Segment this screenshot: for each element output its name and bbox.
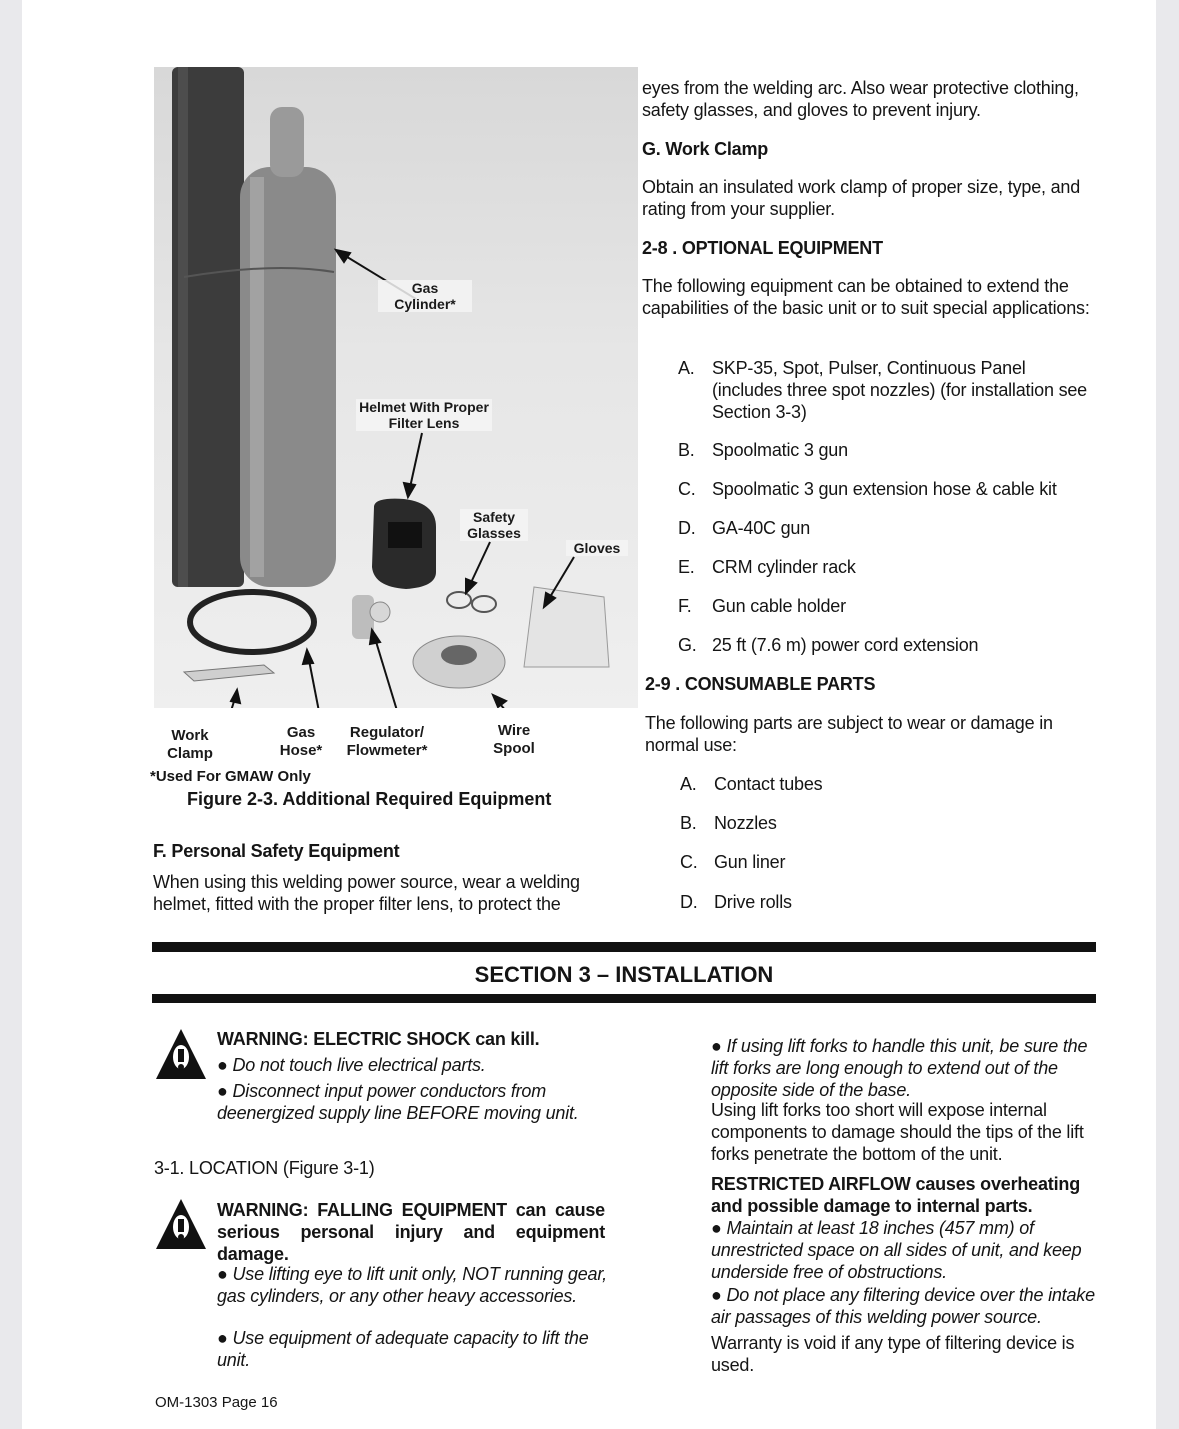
warning-icon	[154, 1197, 208, 1251]
optional-equipment-intro: The following equipment can be obtained to extend the capabilities of the basic unit or to suit special applications:	[642, 276, 1090, 318]
list-item: Spoolmatic 3 gun	[712, 440, 848, 460]
label-wire-spool: Wire Spool	[493, 722, 535, 757]
list-item: Gun cable holder	[712, 596, 846, 616]
warning-shock-heading: WARNING: ELECTRIC SHOCK can kill.	[217, 1029, 540, 1049]
equipment-illustration	[154, 67, 638, 708]
section-f-body: When using this welding power source, wear a welding helmet, fitted with the proper filter lens, to protect the	[153, 872, 580, 914]
list-item: CRM cylinder rack	[712, 557, 856, 577]
bullet-text: Use lifting eye to lift unit only, NOT running gear, gas cylinders, or any other heavy accessories.	[217, 1264, 607, 1306]
label-gas-hose: Gas Hose*	[279, 724, 323, 759]
list-item-letter: D.	[678, 518, 696, 538]
lift-forks-bullet: ● If using lift forks to handle this unit, be sure the lift forks are long enough to extend out of the opposite side of the base.	[711, 1036, 1088, 1100]
label-gloves: Gloves	[566, 540, 628, 556]
equipment-photo	[154, 67, 638, 708]
optional-equipment-heading: 2-8 . OPTIONAL EQUIPMENT	[642, 238, 883, 258]
list-item-letter: B.	[678, 440, 695, 460]
figure-footnote: *Used For GMAW Only	[150, 768, 311, 785]
airflow-bullet: ● Maintain at least 18 inches (457 mm) of unrestricted space on all sides of unit, and keep underside free of obstructions.	[711, 1218, 1082, 1282]
label-work-clamp: Work Clamp	[167, 727, 213, 762]
consumable-parts-intro: The following parts are subject to wear or damage in normal use:	[645, 713, 1053, 755]
list-item: Drive rolls	[714, 892, 792, 912]
list-item-letter: E.	[678, 557, 695, 577]
location-heading: 3-1. LOCATION (Figure 3-1)	[154, 1158, 375, 1178]
bullet-text: If using lift forks to handle this unit, be sure the lift forks are long enough to extend out of the opposite side of the base.	[711, 1036, 1088, 1100]
lift-forks-para: Using lift forks too short will expose internal components to damage should the tips of the lift forks penetrate the bottom of the unit.	[711, 1100, 1084, 1164]
manual-page	[22, 0, 1156, 1429]
list-item-letter: D.	[680, 892, 698, 912]
warranty-para: Warranty is void if any type of filtering device is used.	[711, 1333, 1075, 1375]
bullet-text: Disconnect input power conductors from deenergized supply line BEFORE moving unit.	[217, 1081, 579, 1123]
label-regulator: Regulator/ Flowmeter*	[346, 724, 428, 759]
eye-protection-continuation: eyes from the welding arc. Also wear protective clothing, safety glasses, and gloves to prevent injury.	[642, 78, 1079, 120]
section-rule-top	[152, 942, 1096, 952]
work-clamp-body: Obtain an insulated work clamp of proper size, type, and rating from your supplier.	[642, 177, 1081, 219]
list-item: Spoolmatic 3 gun extension hose & cable kit	[712, 479, 1057, 499]
list-item-letter: G.	[678, 635, 697, 655]
section-rule-bottom	[152, 994, 1096, 1003]
list-item: Gun liner	[714, 852, 786, 872]
bullet-text: Do not place any filtering device over the intake air passages of this welding power source.	[711, 1285, 1095, 1327]
list-item: Contact tubes	[714, 774, 823, 794]
warning-falling-bullet: ● Use lifting eye to lift unit only, NOT running gear, gas cylinders, or any other heavy accessories.	[217, 1264, 607, 1306]
warning-falling-bullet: ● Use equipment of adequate capacity to lift the unit.	[217, 1328, 589, 1370]
bullet-text: Do not touch live electrical parts.	[232, 1055, 486, 1075]
airflow-heading: RESTRICTED AIRFLOW causes overheating and possible damage to internal parts.	[711, 1174, 1080, 1216]
list-item: Nozzles	[714, 813, 777, 833]
list-item-letter: C.	[678, 479, 696, 499]
consumable-parts-heading: 2-9 . CONSUMABLE PARTS	[645, 674, 876, 694]
list-item: SKP-35, Spot, Pulser, Continuous Panel (includes three spot nozzles) (for installation see Section 3-3)	[712, 358, 1087, 422]
work-clamp-heading: G. Work Clamp	[642, 139, 769, 159]
warning-icon	[154, 1027, 208, 1081]
section-f-heading: F. Personal Safety Equipment	[153, 841, 400, 861]
list-item: 25 ft (7.6 m) power cord extension	[712, 635, 979, 655]
page-footer: OM-1303 Page 16	[155, 1394, 278, 1411]
list-item-letter: A.	[680, 774, 697, 794]
filter-bullet: ● Do not place any filtering device over the intake air passages of this welding power source.	[711, 1285, 1095, 1327]
figure-caption: Figure 2-3. Additional Required Equipment	[187, 789, 552, 809]
list-item-letter: B.	[680, 813, 697, 833]
label-helmet: Helmet With Proper Filter Lens	[356, 399, 492, 431]
warning-shock-bullet: ● Disconnect input power conductors from deenergized supply line BEFORE moving unit.	[217, 1081, 579, 1123]
list-item: GA-40C gun	[712, 518, 811, 538]
label-gas-cylinder: Gas Cylinder*	[378, 280, 472, 312]
warning-shock-bullet: ● Do not touch live electrical parts.	[217, 1055, 486, 1075]
list-item-letter: A.	[678, 358, 695, 378]
list-item-letter: C.	[680, 852, 698, 872]
warning-falling-heading: WARNING: FALLING EQUIPMENT can cause serious personal injury and equipment damage.	[217, 1200, 605, 1264]
label-safety-glasses: Safety Glasses	[460, 509, 528, 541]
list-item-letter: F.	[678, 596, 692, 616]
section-3-title: SECTION 3 – INSTALLATION	[474, 962, 774, 987]
bullet-text: Maintain at least 18 inches (457 mm) of unrestricted space on all sides of unit, and keep underside free of obstructions.	[711, 1218, 1082, 1282]
bullet-text: Use equipment of adequate capacity to lift the unit.	[217, 1328, 589, 1370]
